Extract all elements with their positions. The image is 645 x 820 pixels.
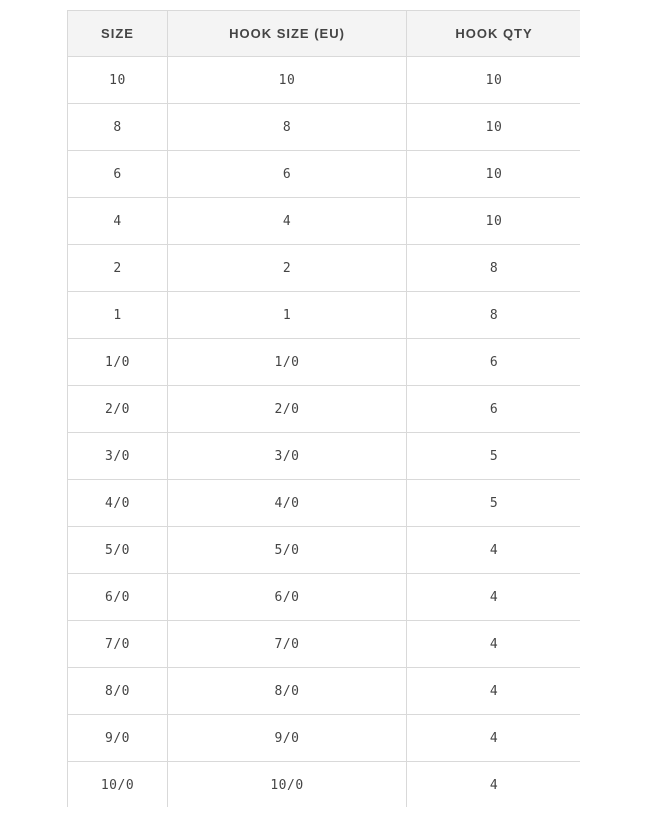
cell-size: 5/0	[68, 527, 168, 574]
cell-hook-size-eu: 8	[168, 104, 407, 151]
cell-size: 3/0	[68, 433, 168, 480]
cell-hook-size-eu: 1/0	[168, 339, 407, 386]
cell-hook-size-eu: 6/0	[168, 574, 407, 621]
cell-hook-size-eu: 1	[168, 292, 407, 339]
size-table	[67, 10, 580, 807]
cell-size: 9/0	[68, 715, 168, 762]
cell-hook-qty: 6	[407, 386, 581, 433]
table-header-row	[68, 11, 581, 57]
table-row	[68, 151, 581, 198]
table-row	[68, 292, 581, 339]
cell-size: 6/0	[68, 574, 168, 621]
cell-size: 10	[68, 57, 168, 104]
cell-hook-size-eu: 7/0	[168, 621, 407, 668]
cell-hook-qty: 6	[407, 339, 581, 386]
size-chart	[67, 10, 580, 807]
cell-hook-qty: 10	[407, 198, 581, 245]
cell-hook-size-eu: 4	[168, 198, 407, 245]
cell-size: 1/0	[68, 339, 168, 386]
cell-size: 6	[68, 151, 168, 198]
cell-size: 7/0	[68, 621, 168, 668]
table-row	[68, 621, 581, 668]
cell-size: 2	[68, 245, 168, 292]
column-header-hook-size-eu: HOOK SIZE (EU)	[168, 11, 407, 57]
table-row	[68, 245, 581, 292]
cell-size: 8/0	[68, 668, 168, 715]
column-header-size: SIZE	[68, 11, 168, 57]
table-row	[68, 527, 581, 574]
cell-size: 1	[68, 292, 168, 339]
cell-size: 10/0	[68, 762, 168, 808]
table-row	[68, 104, 581, 151]
cell-hook-qty: 8	[407, 292, 581, 339]
table-row	[68, 574, 581, 621]
table-row	[68, 433, 581, 480]
table-row	[68, 339, 581, 386]
cell-hook-qty: 10	[407, 104, 581, 151]
cell-hook-size-eu: 5/0	[168, 527, 407, 574]
cell-hook-size-eu: 4/0	[168, 480, 407, 527]
cell-hook-size-eu: 2	[168, 245, 407, 292]
table-row	[68, 386, 581, 433]
cell-hook-size-eu: 10	[168, 57, 407, 104]
cell-hook-qty: 4	[407, 527, 581, 574]
table-row	[68, 198, 581, 245]
cell-hook-size-eu: 2/0	[168, 386, 407, 433]
cell-hook-size-eu: 9/0	[168, 715, 407, 762]
cell-hook-qty: 4	[407, 715, 581, 762]
table-row	[68, 668, 581, 715]
cell-hook-qty: 10	[407, 151, 581, 198]
column-header-hook-qty: HOOK QTY	[407, 11, 581, 57]
cell-size: 2/0	[68, 386, 168, 433]
cell-size: 4	[68, 198, 168, 245]
cell-hook-qty: 10	[407, 57, 581, 104]
cell-hook-qty: 5	[407, 433, 581, 480]
cell-size: 8	[68, 104, 168, 151]
cell-hook-qty: 5	[407, 480, 581, 527]
cell-hook-qty: 4	[407, 574, 581, 621]
cell-hook-qty: 8	[407, 245, 581, 292]
cell-hook-qty: 4	[407, 621, 581, 668]
cell-hook-qty: 4	[407, 762, 581, 808]
table-row	[68, 480, 581, 527]
cell-hook-size-eu: 10/0	[168, 762, 407, 808]
cell-hook-size-eu: 3/0	[168, 433, 407, 480]
table-row	[68, 715, 581, 762]
cell-size: 4/0	[68, 480, 168, 527]
table-row	[68, 762, 581, 808]
cell-hook-size-eu: 6	[168, 151, 407, 198]
table-body	[68, 57, 581, 808]
table-row	[68, 57, 581, 104]
cell-hook-qty: 4	[407, 668, 581, 715]
cell-hook-size-eu: 8/0	[168, 668, 407, 715]
